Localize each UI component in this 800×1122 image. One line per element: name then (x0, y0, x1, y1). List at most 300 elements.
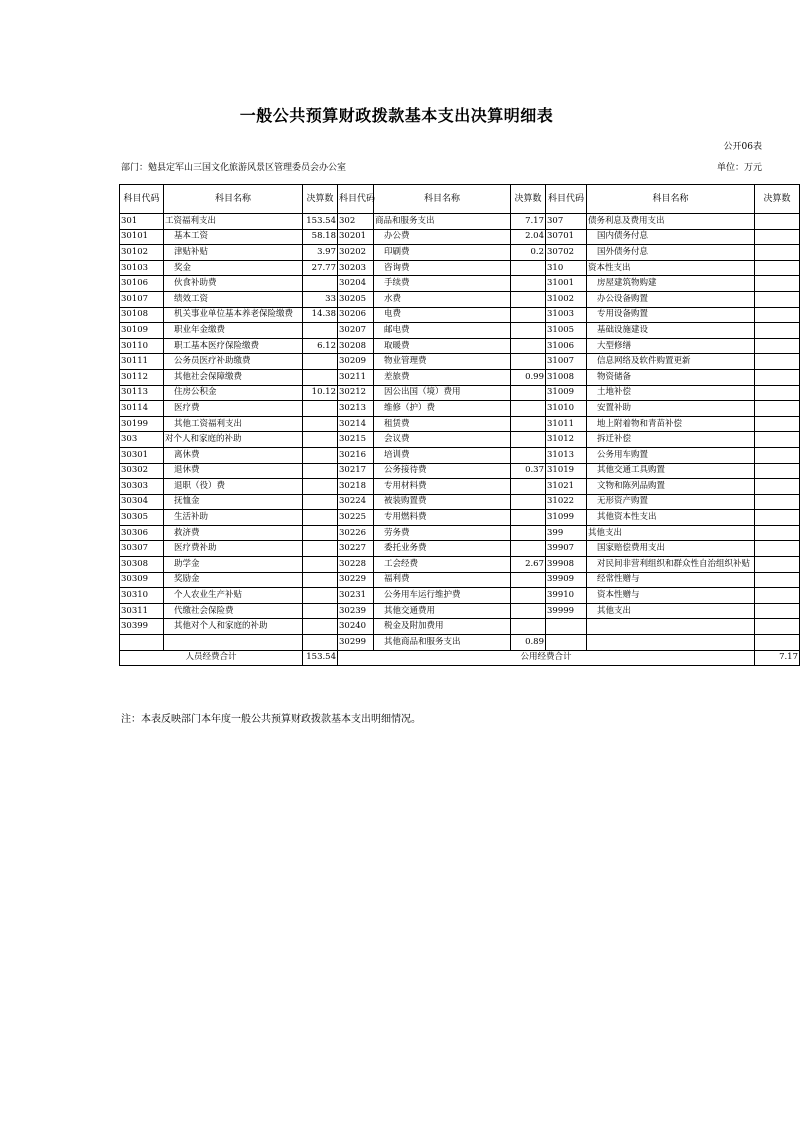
final-amount (511, 385, 546, 401)
table-row (120, 603, 800, 619)
table-row (120, 245, 800, 261)
column-header: 科目名称 (164, 185, 303, 214)
final-amount: 153.54 (303, 214, 338, 230)
subject-name: 维修（护）费 (374, 401, 511, 417)
final-amount (755, 603, 800, 619)
subject-code: 301 (120, 214, 164, 230)
subject-name: 基本工资 (164, 229, 303, 245)
final-amount (511, 510, 546, 526)
subject-code: 30303 (120, 479, 164, 495)
subject-code: 30214 (338, 416, 374, 432)
subject-code: 39910 (546, 588, 587, 604)
subject-name: 国内债务付息 (587, 229, 755, 245)
subject-code: 30108 (120, 307, 164, 323)
final-amount: 14.38 (303, 307, 338, 323)
final-amount: 2.67 (511, 557, 546, 573)
final-amount: 2.04 (511, 229, 546, 245)
final-amount (303, 494, 338, 510)
subject-name: 个人农业生产补贴 (164, 588, 303, 604)
subject-code: 30103 (120, 260, 164, 276)
final-amount: 33 (303, 291, 338, 307)
table-body (120, 214, 800, 651)
totals-row (120, 650, 800, 666)
subject-name: 取暖费 (374, 338, 511, 354)
final-amount (511, 603, 546, 619)
column-header: 决算数 (511, 185, 546, 214)
final-amount: 10.12 (303, 385, 338, 401)
subject-code (120, 635, 164, 651)
subject-code: 30199 (120, 416, 164, 432)
subject-code: 30306 (120, 525, 164, 541)
subject-code: 30202 (338, 245, 374, 261)
subject-code: 30239 (338, 603, 374, 619)
final-amount (755, 494, 800, 510)
table-row (120, 510, 800, 526)
subject-name: 拆迁补偿 (587, 432, 755, 448)
table-row (120, 432, 800, 448)
final-amount (511, 541, 546, 557)
final-amount (511, 416, 546, 432)
final-amount (755, 307, 800, 323)
final-amount (755, 525, 800, 541)
subject-code: 31010 (546, 401, 587, 417)
final-amount (755, 338, 800, 354)
column-header: 科目名称 (587, 185, 755, 214)
subject-code: 30299 (338, 635, 374, 651)
subject-name: 奖励金 (164, 572, 303, 588)
subject-name: 生活补助 (164, 510, 303, 526)
subject-name: 被装购置费 (374, 494, 511, 510)
subject-name: 劳务费 (374, 525, 511, 541)
subject-code: 31019 (546, 463, 587, 479)
subject-code: 30226 (338, 525, 374, 541)
final-amount: 0.37 (511, 463, 546, 479)
column-header: 科目名称 (374, 185, 511, 214)
final-amount (303, 369, 338, 385)
subject-code: 31099 (546, 510, 587, 526)
table-row (120, 385, 800, 401)
final-amount (303, 619, 338, 635)
table-header-row (120, 185, 800, 214)
final-amount: 0.89 (511, 635, 546, 651)
subject-code: 30215 (338, 432, 374, 448)
personnel-total-label: 人员经费合计 (120, 650, 303, 666)
subject-name: 职工基本医疗保险缴费 (164, 338, 303, 354)
table-row (120, 479, 800, 495)
unit-label: 单位：万元 (716, 163, 762, 173)
final-amount (303, 323, 338, 339)
final-amount (755, 463, 800, 479)
subject-name: 绩效工资 (164, 291, 303, 307)
expenditure-table (119, 184, 800, 666)
final-amount (511, 432, 546, 448)
table-row (120, 557, 800, 573)
subject-code: 30399 (120, 619, 164, 635)
final-amount: 7.17 (511, 214, 546, 230)
table-row (120, 447, 800, 463)
subject-code: 30305 (120, 510, 164, 526)
subject-name: 物资储备 (587, 369, 755, 385)
final-amount (755, 479, 800, 495)
subject-code: 30231 (338, 588, 374, 604)
final-amount (755, 323, 800, 339)
table-row (120, 214, 800, 230)
subject-name: 国外债务付息 (587, 245, 755, 261)
final-amount (755, 541, 800, 557)
subject-name: 医疗费补助 (164, 541, 303, 557)
subject-code: 30102 (120, 245, 164, 261)
final-amount (755, 572, 800, 588)
subject-code: 30218 (338, 479, 374, 495)
subject-code: 39909 (546, 572, 587, 588)
subject-name: 资本性支出 (587, 260, 755, 276)
subject-name: 邮电费 (374, 323, 511, 339)
subject-name: 医疗费 (164, 401, 303, 417)
table-row (120, 494, 800, 510)
final-amount (511, 572, 546, 588)
subject-code: 31009 (546, 385, 587, 401)
subject-name: 委托业务费 (374, 541, 511, 557)
final-amount (303, 603, 338, 619)
subject-name: 经常性赠与 (587, 572, 755, 588)
subject-name: 无形资产购置 (587, 494, 755, 510)
column-header: 科目代码 (120, 185, 164, 214)
subject-name: 退休费 (164, 463, 303, 479)
subject-name: 国家赔偿费用支出 (587, 541, 755, 557)
subject-name: 伙食补助费 (164, 276, 303, 292)
column-header: 科目代码 (338, 185, 374, 214)
subject-name: 商品和服务支出 (374, 214, 511, 230)
final-amount (303, 354, 338, 370)
subject-name: 其他支出 (587, 525, 755, 541)
subject-code: 30109 (120, 323, 164, 339)
final-amount (755, 447, 800, 463)
subject-code (546, 635, 587, 651)
subject-name: 机关事业单位基本养老保险缴费 (164, 307, 303, 323)
final-amount (511, 354, 546, 370)
subject-code: 30107 (120, 291, 164, 307)
subject-name: 土地补偿 (587, 385, 755, 401)
subject-code (546, 619, 587, 635)
subject-code: 31021 (546, 479, 587, 495)
subject-code: 30101 (120, 229, 164, 245)
subject-name: 差旅费 (374, 369, 511, 385)
subject-name: 咨询费 (374, 260, 511, 276)
subject-name: 住房公积金 (164, 385, 303, 401)
table-row (120, 572, 800, 588)
subject-name: 退职（役）费 (164, 479, 303, 495)
subject-code: 30240 (338, 619, 374, 635)
subject-code: 31002 (546, 291, 587, 307)
subject-name: 工会经费 (374, 557, 511, 573)
final-amount (755, 214, 800, 230)
public-total-label: 公用经费合计 (338, 650, 755, 666)
subject-code: 30206 (338, 307, 374, 323)
subject-code: 31013 (546, 447, 587, 463)
final-amount (511, 338, 546, 354)
subject-name: 水费 (374, 291, 511, 307)
subject-name: 安置补助 (587, 401, 755, 417)
subject-code: 31006 (546, 338, 587, 354)
subject-name: 公务员医疗补助缴费 (164, 354, 303, 370)
column-header: 科目代码 (546, 185, 587, 214)
subject-name: 工资福利支出 (164, 214, 303, 230)
final-amount (755, 245, 800, 261)
department-label: 部门：勉县定军山三国文化旅游风景区管理委员会办公室 (121, 163, 347, 173)
subject-code: 30209 (338, 354, 374, 370)
subject-code: 30205 (338, 291, 374, 307)
subject-code: 31008 (546, 369, 587, 385)
subject-code: 303 (120, 432, 164, 448)
subject-name: 其他工资福利支出 (164, 416, 303, 432)
subject-code: 30304 (120, 494, 164, 510)
final-amount: 0.2 (511, 245, 546, 261)
subject-code: 30203 (338, 260, 374, 276)
subject-code: 307 (546, 214, 587, 230)
final-amount: 0.99 (511, 369, 546, 385)
subject-name: 租赁费 (374, 416, 511, 432)
subject-name: 其他社会保障缴费 (164, 369, 303, 385)
subject-name: 专用燃料费 (374, 510, 511, 526)
final-amount (755, 369, 800, 385)
subject-name (164, 635, 303, 651)
final-amount (755, 619, 800, 635)
subject-code: 30309 (120, 572, 164, 588)
subject-name: 津贴补贴 (164, 245, 303, 261)
subject-code: 30207 (338, 323, 374, 339)
final-amount (755, 635, 800, 651)
subject-code: 30113 (120, 385, 164, 401)
final-amount (755, 416, 800, 432)
final-amount (755, 401, 800, 417)
subject-name: 会议费 (374, 432, 511, 448)
final-amount (511, 494, 546, 510)
subject-code: 31001 (546, 276, 587, 292)
final-amount (303, 541, 338, 557)
final-amount (303, 479, 338, 495)
table-row (120, 541, 800, 557)
subject-name: 专用设备购置 (587, 307, 755, 323)
final-amount: 58.18 (303, 229, 338, 245)
subject-code: 31011 (546, 416, 587, 432)
subject-name: 救济费 (164, 525, 303, 541)
subject-code: 30302 (120, 463, 164, 479)
column-header: 决算数 (303, 185, 338, 214)
subject-name: 地上附着物和青苗补偿 (587, 416, 755, 432)
final-amount (303, 635, 338, 651)
subject-code: 30229 (338, 572, 374, 588)
final-amount (511, 291, 546, 307)
final-amount (755, 229, 800, 245)
final-amount: 6.12 (303, 338, 338, 354)
subject-code: 39908 (546, 557, 587, 573)
subject-code: 31012 (546, 432, 587, 448)
final-amount (755, 432, 800, 448)
subject-code: 30114 (120, 401, 164, 417)
subject-code: 30204 (338, 276, 374, 292)
subject-code: 30311 (120, 603, 164, 619)
final-amount (755, 557, 800, 573)
subject-code: 31005 (546, 323, 587, 339)
subject-name: 基础设施建设 (587, 323, 755, 339)
final-amount (511, 276, 546, 292)
subject-name: 手续费 (374, 276, 511, 292)
subject-code: 30301 (120, 447, 164, 463)
subject-code: 31003 (546, 307, 587, 323)
subject-name: 资本性赠与 (587, 588, 755, 604)
subject-name (587, 635, 755, 651)
final-amount (755, 588, 800, 604)
subject-code: 30310 (120, 588, 164, 604)
subject-code: 30308 (120, 557, 164, 573)
personnel-total-value: 153.54 (303, 650, 338, 666)
subject-name: 大型修缮 (587, 338, 755, 354)
subject-code: 30213 (338, 401, 374, 417)
subject-code: 30112 (120, 369, 164, 385)
subject-name: 培训费 (374, 447, 511, 463)
final-amount (303, 525, 338, 541)
table-row (120, 619, 800, 635)
table-row (120, 307, 800, 323)
final-amount (755, 291, 800, 307)
final-amount (511, 619, 546, 635)
table-row (120, 369, 800, 385)
page-title: 一般公共预算财政拨款基本支出决算明细表 (239, 106, 554, 125)
final-amount (303, 572, 338, 588)
subject-code: 39907 (546, 541, 587, 557)
final-amount (511, 588, 546, 604)
subject-name: 其他交通工具购置 (587, 463, 755, 479)
table-row (120, 338, 800, 354)
subject-code: 39999 (546, 603, 587, 619)
subject-name: 代缴社会保险费 (164, 603, 303, 619)
subject-name: 税金及附加费用 (374, 619, 511, 635)
subject-code: 30217 (338, 463, 374, 479)
subject-name (587, 619, 755, 635)
column-header: 决算数 (755, 185, 800, 214)
subject-name: 其他交通费用 (374, 603, 511, 619)
final-amount: 3.97 (303, 245, 338, 261)
subject-name: 离休费 (164, 447, 303, 463)
final-amount (303, 432, 338, 448)
subject-name: 公务用车运行维护费 (374, 588, 511, 604)
subject-name: 对个人和家庭的补助 (164, 432, 303, 448)
subject-name: 电费 (374, 307, 511, 323)
subject-name: 对民间非营利组织和群众性自治组织补贴 (587, 557, 755, 573)
subject-code: 310 (546, 260, 587, 276)
subject-name: 印刷费 (374, 245, 511, 261)
subject-name: 物业管理费 (374, 354, 511, 370)
subject-name: 其他资本性支出 (587, 510, 755, 526)
final-amount (755, 260, 800, 276)
final-amount (755, 385, 800, 401)
table-row (120, 416, 800, 432)
subject-name: 职业年金缴费 (164, 323, 303, 339)
final-amount (303, 276, 338, 292)
subject-name: 奖金 (164, 260, 303, 276)
table-row (120, 525, 800, 541)
subject-name: 助学金 (164, 557, 303, 573)
subject-name: 福利费 (374, 572, 511, 588)
subject-code: 30228 (338, 557, 374, 573)
subject-code: 30225 (338, 510, 374, 526)
final-amount (511, 525, 546, 541)
subject-name: 因公出国（境）费用 (374, 385, 511, 401)
table-row (120, 323, 800, 339)
subject-code: 399 (546, 525, 587, 541)
table-row (120, 635, 800, 651)
subject-code: 30110 (120, 338, 164, 354)
final-amount (511, 323, 546, 339)
table-row (120, 463, 800, 479)
table-row (120, 276, 800, 292)
subject-name: 文物和陈列品购置 (587, 479, 755, 495)
subject-code: 30227 (338, 541, 374, 557)
table-row (120, 260, 800, 276)
final-amount (303, 588, 338, 604)
subject-code: 30307 (120, 541, 164, 557)
subject-code: 30701 (546, 229, 587, 245)
footnote: 注：本表反映部门本年度一般公共预算财政拨款基本支出明细情况。 (121, 714, 421, 725)
table-row (120, 354, 800, 370)
subject-name: 债务利息及费用支出 (587, 214, 755, 230)
subject-code: 31022 (546, 494, 587, 510)
subject-name: 办公设备购置 (587, 291, 755, 307)
subject-code: 30702 (546, 245, 587, 261)
final-amount (511, 479, 546, 495)
subject-name: 其他商品和服务支出 (374, 635, 511, 651)
form-number: 公开06表 (723, 142, 762, 152)
final-amount (755, 276, 800, 292)
subject-code: 31007 (546, 354, 587, 370)
subject-code: 30211 (338, 369, 374, 385)
table-row (120, 291, 800, 307)
subject-name: 房屋建筑物购建 (587, 276, 755, 292)
final-amount (511, 401, 546, 417)
subject-name: 公务用车购置 (587, 447, 755, 463)
final-amount (303, 447, 338, 463)
final-amount (755, 510, 800, 526)
table-row (120, 401, 800, 417)
subject-code: 30201 (338, 229, 374, 245)
subject-code: 30224 (338, 494, 374, 510)
subject-code: 30111 (120, 354, 164, 370)
subject-code: 302 (338, 214, 374, 230)
final-amount (303, 463, 338, 479)
subject-name: 抚恤金 (164, 494, 303, 510)
table-row (120, 588, 800, 604)
final-amount (303, 416, 338, 432)
table-row (120, 229, 800, 245)
public-total-value: 7.17 (755, 650, 800, 666)
subject-name: 公务接待费 (374, 463, 511, 479)
final-amount (511, 447, 546, 463)
subject-code: 30106 (120, 276, 164, 292)
final-amount (511, 260, 546, 276)
subject-name: 其他支出 (587, 603, 755, 619)
subject-code: 30212 (338, 385, 374, 401)
final-amount (303, 401, 338, 417)
final-amount (303, 557, 338, 573)
final-amount (755, 354, 800, 370)
subject-code: 30216 (338, 447, 374, 463)
subject-name: 信息网络及软件购置更新 (587, 354, 755, 370)
subject-name: 其他对个人和家庭的补助 (164, 619, 303, 635)
subject-name: 专用材料费 (374, 479, 511, 495)
subject-code: 30208 (338, 338, 374, 354)
final-amount (303, 510, 338, 526)
subject-name: 办公费 (374, 229, 511, 245)
